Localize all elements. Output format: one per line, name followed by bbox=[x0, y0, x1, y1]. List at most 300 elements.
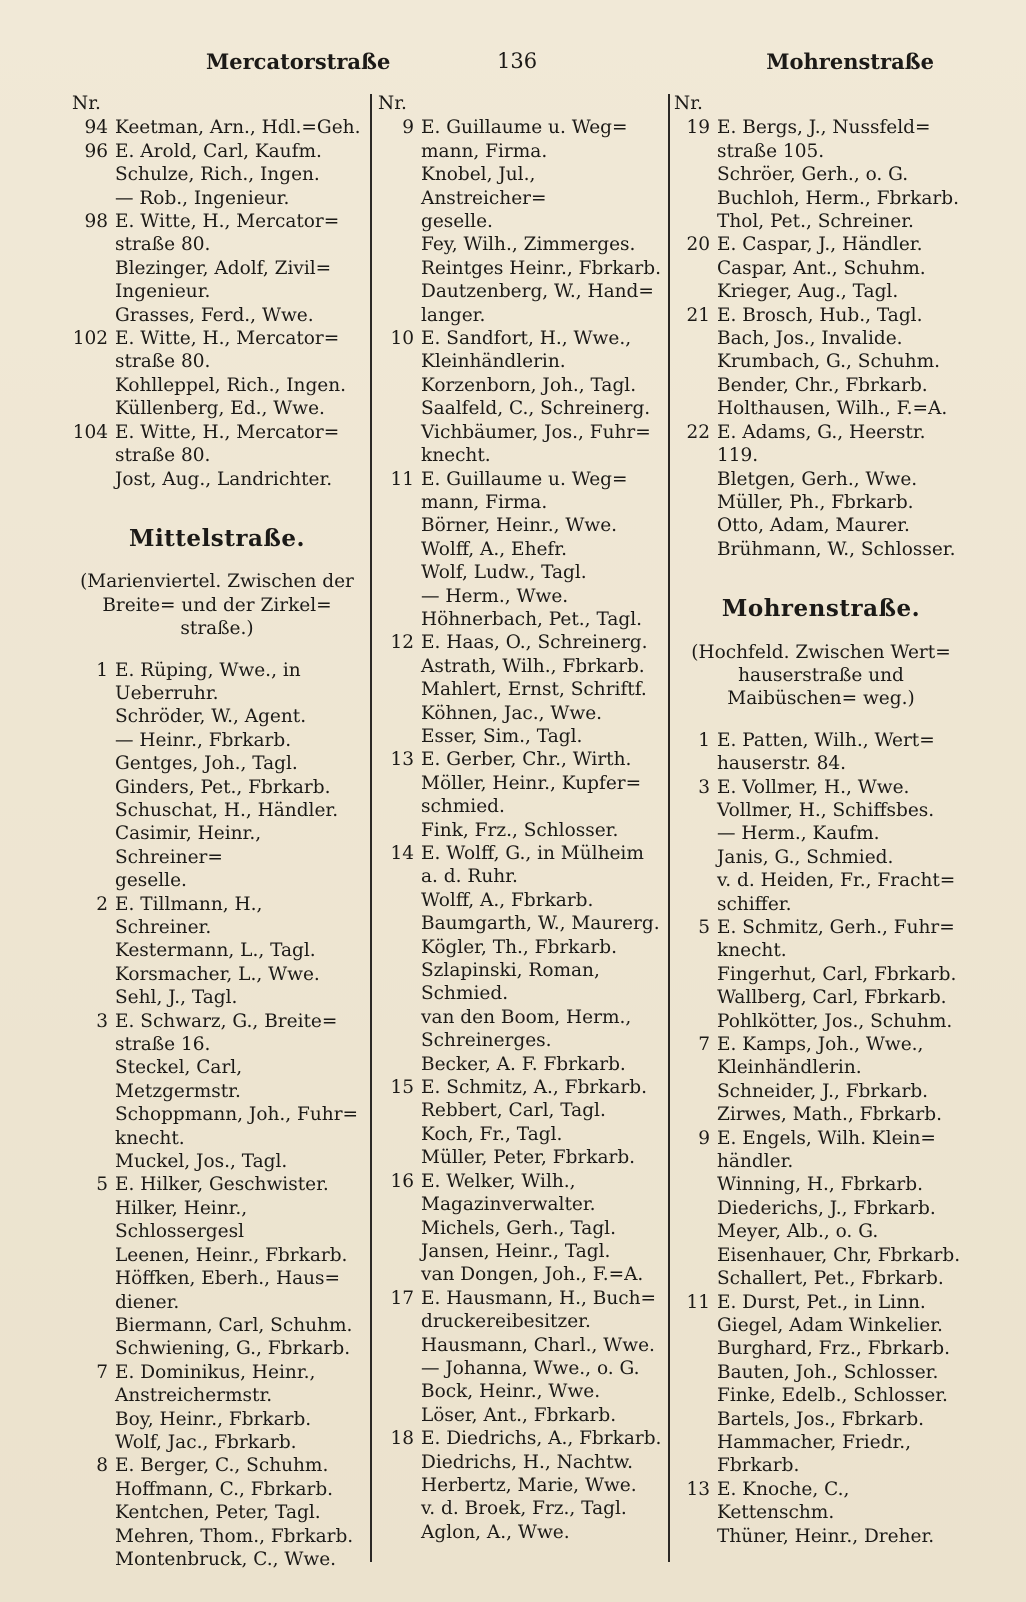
directory-entry bbox=[72, 752, 362, 775]
directory-entry bbox=[674, 1127, 968, 1150]
resident-text: Möller, Heinr., Kupfer= bbox=[421, 772, 642, 794]
resident-text: E. Patten, Wilh., Wert= bbox=[717, 729, 935, 751]
house-number bbox=[674, 846, 717, 869]
resident-text: Boy, Heinr., Fbrkarb. bbox=[115, 1408, 312, 1430]
directory-entry bbox=[378, 631, 666, 654]
resident-text: E. Schmitz, Gerh., Fuhr= bbox=[717, 917, 955, 938]
header-left-street: Mercatorstraße bbox=[206, 49, 391, 74]
directory-entry bbox=[72, 799, 362, 822]
resident-text: Krieger, Aug., Tagl. bbox=[717, 281, 899, 303]
house-number bbox=[674, 327, 717, 350]
house-number bbox=[72, 257, 115, 280]
directory-entry bbox=[674, 421, 968, 468]
directory-entry bbox=[378, 374, 666, 397]
directory-entry bbox=[674, 822, 968, 845]
entry-continuation: Magazinverwalter. bbox=[421, 1194, 596, 1216]
resident-text: Buchloh, Herm., Fbrkarb. bbox=[717, 187, 959, 209]
directory-entry bbox=[378, 327, 666, 350]
resident-text: Dautzenberg, W., Hand= bbox=[421, 281, 654, 303]
house-number bbox=[72, 1478, 115, 1501]
resident-text: Bock, Heinr., Wwe. bbox=[421, 1381, 601, 1403]
resident-text: Esser, Sim., Tagl. bbox=[421, 725, 583, 747]
entry-continuation: Ingenieur. bbox=[115, 281, 211, 303]
resident-text: Finke, Edelb., Schlosser. bbox=[717, 1385, 948, 1407]
directory-entry bbox=[674, 776, 968, 799]
directory-entry bbox=[72, 1501, 362, 1524]
directory-entry bbox=[674, 869, 968, 892]
resident-text: E. Arold, Carl, Kaufm. bbox=[115, 140, 322, 162]
directory-entry bbox=[72, 1267, 362, 1290]
house-number bbox=[378, 608, 421, 631]
house-number bbox=[72, 939, 115, 962]
resident-text: Hoffmann, C., Fbrkarb. bbox=[115, 1478, 334, 1500]
resident-text: Leenen, Heinr., Fbrkarb. bbox=[115, 1244, 348, 1266]
resident-text: Mahlert, Ernst, Schriftf. bbox=[421, 679, 647, 701]
directory-entry bbox=[674, 1384, 968, 1407]
resident-text: Casimir, Heinr., Schreiner= bbox=[115, 823, 262, 868]
page-number: 136 bbox=[497, 49, 538, 73]
house-number bbox=[674, 1431, 717, 1454]
resident-text: Schoppmann, Joh., Fuhr= bbox=[115, 1104, 359, 1126]
house-number: 7 bbox=[698, 1034, 710, 1056]
house-number bbox=[674, 1384, 717, 1407]
house-number: 15 bbox=[390, 1077, 414, 1099]
directory-entry bbox=[674, 1314, 968, 1337]
house-number: 9 bbox=[698, 1127, 710, 1149]
house-number bbox=[674, 799, 717, 822]
directory-entry bbox=[674, 233, 968, 256]
house-number bbox=[674, 1010, 717, 1033]
resident-text: E. Durst, Pet., in Linn. bbox=[717, 1291, 926, 1313]
resident-text: E. Engels, Wilh. Klein= bbox=[717, 1127, 936, 1149]
house-number bbox=[378, 1053, 421, 1076]
resident-text: — Johanna, Wwe., o. G. bbox=[421, 1357, 640, 1379]
directory-entry bbox=[378, 959, 666, 982]
nr-label: Nr. bbox=[674, 93, 703, 114]
directory-entry bbox=[378, 538, 666, 561]
house-number bbox=[378, 1357, 421, 1380]
resident-text: Holthausen, Wilh., F.=A. bbox=[717, 398, 948, 420]
resident-text: Mehren, Thom., Fbrkarb. bbox=[115, 1525, 354, 1547]
resident-text: Schulze, Rich., Ingen. bbox=[115, 164, 320, 186]
resident-text: Vollmer, H., Schiffsbes. bbox=[717, 799, 935, 821]
house-number bbox=[378, 678, 421, 701]
entry-continuation: straße 80. bbox=[115, 234, 211, 256]
resident-text: Winning, H., Fbrkarb. bbox=[717, 1174, 923, 1196]
nr-label: Nr. bbox=[72, 93, 101, 114]
house-number bbox=[378, 1123, 421, 1146]
directory-entry bbox=[378, 1287, 666, 1310]
resident-text: Fink, Frz., Schlosser. bbox=[421, 819, 619, 841]
resident-text: E. Diedrichs, A., Fbrkarb. bbox=[421, 1428, 662, 1450]
house-number bbox=[378, 421, 421, 444]
resident-text: Thüner, Heinr., Dreher. bbox=[717, 1525, 935, 1547]
resident-text: E. Guillaume u. Weg= bbox=[421, 468, 628, 490]
house-number bbox=[72, 705, 115, 728]
house-number bbox=[378, 280, 421, 303]
resident-text: Knobel, Jul., Anstreicher= bbox=[421, 164, 547, 209]
directory-entry bbox=[674, 729, 968, 752]
resident-text: Schneider, J., Fbrkarb. bbox=[717, 1080, 929, 1102]
house-number bbox=[378, 819, 421, 842]
house-number: 5 bbox=[96, 1174, 108, 1196]
resident-text: Pohlkötter, Jos., Schuhm. bbox=[717, 1010, 953, 1032]
resident-text: Müller, Ph., Fbrkarb. bbox=[717, 491, 914, 513]
column-1 bbox=[72, 92, 368, 1572]
directory-entry bbox=[72, 659, 362, 682]
resident-text: Szlapinski, Roman, bbox=[421, 960, 600, 982]
house-number bbox=[674, 1525, 717, 1548]
house-number bbox=[72, 963, 115, 986]
resident-text: Wallberg, Carl, Fbrkarb. bbox=[717, 987, 947, 1009]
resident-text: E. Caspar, J., Händler. bbox=[717, 234, 923, 256]
entry-continuation: knecht. bbox=[717, 940, 787, 962]
resident-text: van den Boom, Herm., bbox=[421, 1006, 632, 1028]
directory-entry bbox=[378, 1380, 666, 1403]
directory-entry bbox=[72, 1478, 362, 1501]
directory-entry bbox=[72, 421, 362, 444]
resident-text: Schuschat, H., Händler. bbox=[115, 799, 339, 821]
house-number bbox=[674, 257, 717, 280]
entry-list bbox=[674, 116, 968, 561]
directory-entry bbox=[674, 1197, 968, 1220]
resident-text: Wolff, A., Ehefr. bbox=[421, 538, 567, 560]
house-number: 12 bbox=[390, 632, 414, 654]
directory-entry bbox=[72, 397, 362, 420]
house-number bbox=[72, 468, 115, 491]
resident-text: E. Witte, H., Mercator= bbox=[115, 421, 340, 443]
directory-entry bbox=[674, 1033, 968, 1056]
house-number bbox=[378, 702, 421, 725]
directory-entry bbox=[72, 1337, 362, 1360]
house-number bbox=[378, 397, 421, 420]
house-number bbox=[674, 187, 717, 210]
resident-text: v. d. Broek, Frz., Tagl. bbox=[421, 1498, 627, 1520]
directory-entry bbox=[72, 468, 362, 491]
house-number: 7 bbox=[96, 1361, 108, 1383]
directory-entry bbox=[674, 1103, 968, 1126]
house-number: 104 bbox=[72, 421, 108, 443]
house-number bbox=[674, 397, 717, 420]
directory-entry bbox=[72, 705, 362, 728]
resident-text: Kohlleppel, Rich., Ingen. bbox=[115, 374, 347, 396]
directory-entry bbox=[674, 187, 968, 210]
entry-list bbox=[72, 659, 362, 1572]
directory-entry bbox=[72, 163, 362, 186]
entry-continuation: straße 80. bbox=[115, 445, 211, 467]
house-number: 98 bbox=[84, 211, 108, 233]
house-number: 8 bbox=[96, 1455, 108, 1477]
house-number bbox=[674, 163, 717, 186]
entry-continuation: mann, Firma. bbox=[421, 140, 548, 162]
directory-entry bbox=[378, 889, 666, 912]
house-number bbox=[674, 1080, 717, 1103]
directory-entry bbox=[378, 678, 666, 701]
house-number bbox=[72, 304, 115, 327]
directory-entry bbox=[72, 140, 362, 163]
directory-entry bbox=[72, 374, 362, 397]
directory-entry bbox=[378, 421, 666, 444]
directory-entry bbox=[674, 257, 968, 280]
directory-entry bbox=[72, 1150, 362, 1173]
house-number bbox=[378, 163, 421, 210]
house-number bbox=[378, 1217, 421, 1240]
house-number bbox=[378, 1240, 421, 1263]
resident-text: Höhnerbach, Pet., Tagl. bbox=[421, 608, 643, 630]
resident-text: Steckel, Carl, Metzgermstr. bbox=[115, 1057, 243, 1102]
directory-entry bbox=[378, 1076, 666, 1099]
house-number: 9 bbox=[402, 117, 414, 139]
directory-entry bbox=[72, 1056, 362, 1103]
directory-entry bbox=[72, 939, 362, 962]
resident-text: Wolf, Ludw., Tagl. bbox=[421, 562, 587, 584]
resident-text: Schröer, Gerh., o. G. bbox=[717, 164, 909, 186]
house-number bbox=[72, 986, 115, 1009]
resident-text: Müller, Peter, Fbrkarb. bbox=[421, 1147, 636, 1169]
house-number bbox=[378, 257, 421, 280]
resident-text: Bach, Jos., Invalide. bbox=[717, 328, 903, 350]
house-number bbox=[72, 1501, 115, 1524]
resident-text: Löser, Ant., Fbrkarb. bbox=[421, 1404, 617, 1426]
house-number bbox=[378, 233, 421, 256]
resident-text: Meyer, Alb., o. G. bbox=[717, 1221, 879, 1243]
resident-text: E. Sandfort, H., Wwe., bbox=[421, 328, 632, 350]
entry-continuation: schiffer. bbox=[717, 893, 792, 915]
house-number bbox=[72, 752, 115, 775]
directory-entry bbox=[72, 986, 362, 1009]
house-number bbox=[72, 1103, 115, 1126]
house-number: 20 bbox=[686, 234, 710, 256]
directory-entry bbox=[72, 304, 362, 327]
house-number bbox=[674, 374, 717, 397]
directory-entry bbox=[378, 561, 666, 584]
resident-text: Muckel, Jos., Tagl. bbox=[115, 1151, 288, 1173]
directory-entry bbox=[72, 1173, 362, 1196]
house-number bbox=[674, 280, 717, 303]
house-number bbox=[378, 1474, 421, 1497]
directory-entry bbox=[72, 187, 362, 210]
directory-entry bbox=[378, 257, 666, 280]
entry-continuation: straße 105. bbox=[717, 140, 825, 162]
entry-continuation: diener. bbox=[115, 1291, 180, 1313]
directory-entry bbox=[72, 327, 362, 350]
directory-entry bbox=[674, 1220, 968, 1243]
directory-entry bbox=[378, 702, 666, 725]
resident-text: Otto, Adam, Maurer. bbox=[717, 515, 910, 537]
resident-text: Bletgen, Gerh., Wwe. bbox=[717, 468, 918, 490]
directory-entry bbox=[674, 374, 968, 397]
directory-entry bbox=[72, 1010, 362, 1033]
house-number: 11 bbox=[390, 468, 414, 490]
resident-text: Korzenborn, Joh., Tagl. bbox=[421, 374, 637, 396]
resident-text: Janis, G., Schmied. bbox=[717, 846, 894, 868]
directory-entry bbox=[674, 350, 968, 373]
directory-entry bbox=[72, 893, 362, 940]
house-number: 3 bbox=[96, 1010, 108, 1032]
entry-continuation: geselle. bbox=[421, 211, 493, 233]
directory-entry bbox=[378, 1334, 666, 1357]
resident-text: Astrath, Wilh., Fbrkarb. bbox=[421, 655, 645, 677]
directory-entry bbox=[674, 491, 968, 514]
directory-entry bbox=[674, 210, 968, 233]
entry-continuation: geselle. bbox=[115, 870, 187, 892]
house-number: 13 bbox=[390, 749, 414, 771]
house-number bbox=[72, 1314, 115, 1337]
resident-text: Wolff, A., Fbrkarb. bbox=[421, 889, 594, 911]
house-number bbox=[378, 936, 421, 959]
house-number bbox=[72, 1150, 115, 1173]
resident-text: E. Brosch, Hub., Tagl. bbox=[717, 304, 923, 326]
directory-entry bbox=[378, 1263, 666, 1286]
page-header bbox=[72, 50, 968, 92]
directory-entry bbox=[378, 1521, 666, 1544]
house-number bbox=[674, 538, 717, 561]
house-number: 2 bbox=[96, 893, 108, 915]
house-number bbox=[674, 1314, 717, 1337]
directory-entry bbox=[674, 1267, 968, 1290]
house-number: 16 bbox=[390, 1170, 414, 1192]
directory-entry bbox=[72, 116, 362, 139]
directory-entry bbox=[674, 1080, 968, 1103]
resident-text: E. Tillmann, H., Schreiner. bbox=[115, 893, 263, 938]
directory-entry bbox=[378, 748, 666, 771]
directory-entry bbox=[72, 1244, 362, 1267]
directory-entry bbox=[378, 842, 666, 865]
house-number bbox=[378, 1006, 421, 1029]
directory-entry bbox=[674, 799, 968, 822]
resident-text: Zirwes, Math., Fbrkarb. bbox=[717, 1104, 942, 1126]
house-number bbox=[674, 986, 717, 1009]
directory-entry bbox=[378, 397, 666, 420]
house-number: 21 bbox=[686, 304, 710, 326]
resident-text: E. Berger, C., Schuhm. bbox=[115, 1455, 329, 1477]
house-number bbox=[378, 538, 421, 561]
directory-entry bbox=[72, 210, 362, 233]
resident-text: E. Gerber, Chr., Wirth. bbox=[421, 749, 632, 771]
house-number bbox=[378, 585, 421, 608]
directory-entry bbox=[378, 1146, 666, 1169]
directory-entry bbox=[378, 936, 666, 959]
directory-entry bbox=[674, 397, 968, 420]
resident-text: Korsmacher, L., Wwe. bbox=[115, 963, 320, 985]
directory-entry bbox=[674, 514, 968, 537]
entry-continuation: Ueberruhr. bbox=[115, 682, 219, 704]
house-number: 10 bbox=[390, 328, 414, 350]
resident-text: Montenbruck, C., Wwe. bbox=[115, 1548, 337, 1570]
house-number bbox=[72, 1431, 115, 1454]
house-number bbox=[378, 1404, 421, 1427]
house-number: 13 bbox=[686, 1478, 710, 1500]
resident-text: Kentchen, Peter, Tagl. bbox=[115, 1502, 321, 1524]
resident-text: Bauten, Joh., Schlosser. bbox=[717, 1361, 939, 1383]
house-number bbox=[674, 869, 717, 892]
directory-entry bbox=[378, 1217, 666, 1240]
directory-entry bbox=[674, 1291, 968, 1314]
directory-entry bbox=[378, 163, 666, 210]
resident-text: E. Dominikus, Heinr., bbox=[115, 1361, 316, 1383]
resident-text: E. Haas, O., Schreinerg. bbox=[421, 632, 648, 654]
house-number bbox=[72, 187, 115, 210]
resident-text: Fingerhut, Carl, Fbrkarb. bbox=[717, 963, 957, 985]
house-number bbox=[378, 1451, 421, 1474]
resident-text: Kögler, Th., Fbrkarb. bbox=[421, 936, 617, 958]
house-number bbox=[378, 889, 421, 912]
directory-entry bbox=[378, 1427, 666, 1450]
resident-text: Becker, A. F. Fbrkarb. bbox=[421, 1053, 626, 1075]
directory-entry bbox=[378, 655, 666, 678]
resident-text: E. Kamps, Joh., Wwe., bbox=[717, 1034, 924, 1056]
resident-text: Bender, Chr., Fbrkarb. bbox=[717, 374, 928, 396]
entry-continuation: Kleinhändlerin. bbox=[717, 1057, 862, 1079]
entry-continuation: schmied. bbox=[421, 796, 505, 818]
street-description: (Marienviertel. Zwischen der Breite= und der Zirkel= straße.) bbox=[80, 571, 354, 640]
street-heading-mohrenstrasse: Mohrenstraße. bbox=[721, 595, 921, 623]
resident-text: Höffken, Eberh., Haus= bbox=[115, 1268, 341, 1290]
house-number bbox=[72, 1056, 115, 1103]
directory-entry bbox=[72, 729, 362, 752]
column-2 bbox=[368, 92, 666, 1572]
entry-continuation: händler. bbox=[717, 1151, 794, 1173]
header-right-street: Mohrenstraße bbox=[766, 49, 934, 74]
resident-text: E. Wolff, G., in Mülheim bbox=[421, 843, 644, 864]
entry-continuation: a. d. Ruhr. bbox=[421, 866, 518, 888]
directory-entry bbox=[378, 608, 666, 631]
entry-continuation: Kleinhändlerin. bbox=[421, 351, 566, 373]
resident-text: Schallert, Pet., Fbrkarb. bbox=[717, 1268, 944, 1290]
directory-entry bbox=[378, 1497, 666, 1520]
directory-entry bbox=[72, 1408, 362, 1431]
directory-entry bbox=[72, 776, 362, 799]
directory-entry bbox=[674, 1010, 968, 1033]
entry-continuation: straße 80. bbox=[115, 351, 211, 373]
resident-text: E. Adams, G., Heerstr. 119. bbox=[717, 421, 926, 467]
resident-text: van Dongen, Joh., F.=A. bbox=[421, 1264, 644, 1286]
house-number bbox=[378, 772, 421, 795]
resident-text: Saalfeld, C., Schreinerg. bbox=[421, 398, 651, 420]
directory-entry bbox=[72, 822, 362, 869]
entry-continuation: Schreinerges. bbox=[421, 1030, 552, 1052]
directory-entry bbox=[378, 116, 666, 139]
house-number bbox=[72, 1525, 115, 1548]
resident-text: Diedrichs, H., Nachtw. bbox=[421, 1451, 634, 1473]
resident-text: E. Witte, H., Mercator= bbox=[115, 328, 340, 350]
house-number bbox=[378, 561, 421, 584]
directory-entry bbox=[72, 1454, 362, 1477]
house-number bbox=[72, 799, 115, 822]
resident-text: Ginders, Pet., Fbrkarb. bbox=[115, 776, 331, 798]
house-number bbox=[378, 1099, 421, 1122]
directory-entry bbox=[674, 1408, 968, 1431]
house-number bbox=[72, 822, 115, 869]
house-number bbox=[72, 1197, 115, 1244]
resident-text: Aglon, A., Wwe. bbox=[421, 1521, 570, 1543]
entry-continuation: Anstreichermstr. bbox=[115, 1385, 273, 1407]
house-number bbox=[72, 163, 115, 186]
resident-text: E. Hilker, Geschwister. bbox=[115, 1174, 329, 1196]
house-number bbox=[378, 1380, 421, 1403]
resident-text: Küllenberg, Ed., Wwe. bbox=[115, 398, 325, 420]
resident-text: Gentges, Joh., Tagl. bbox=[115, 753, 298, 775]
resident-text: E. Schmitz, A., Fbrkarb. bbox=[421, 1077, 647, 1099]
house-number: 102 bbox=[72, 328, 108, 350]
directory-entry bbox=[72, 257, 362, 280]
house-number bbox=[674, 350, 717, 373]
house-number bbox=[72, 1337, 115, 1360]
resident-text: Börner, Heinr., Wwe. bbox=[421, 515, 618, 537]
directory-entry bbox=[378, 280, 666, 303]
directory-entry bbox=[674, 1525, 968, 1548]
house-number: 1 bbox=[698, 729, 710, 751]
